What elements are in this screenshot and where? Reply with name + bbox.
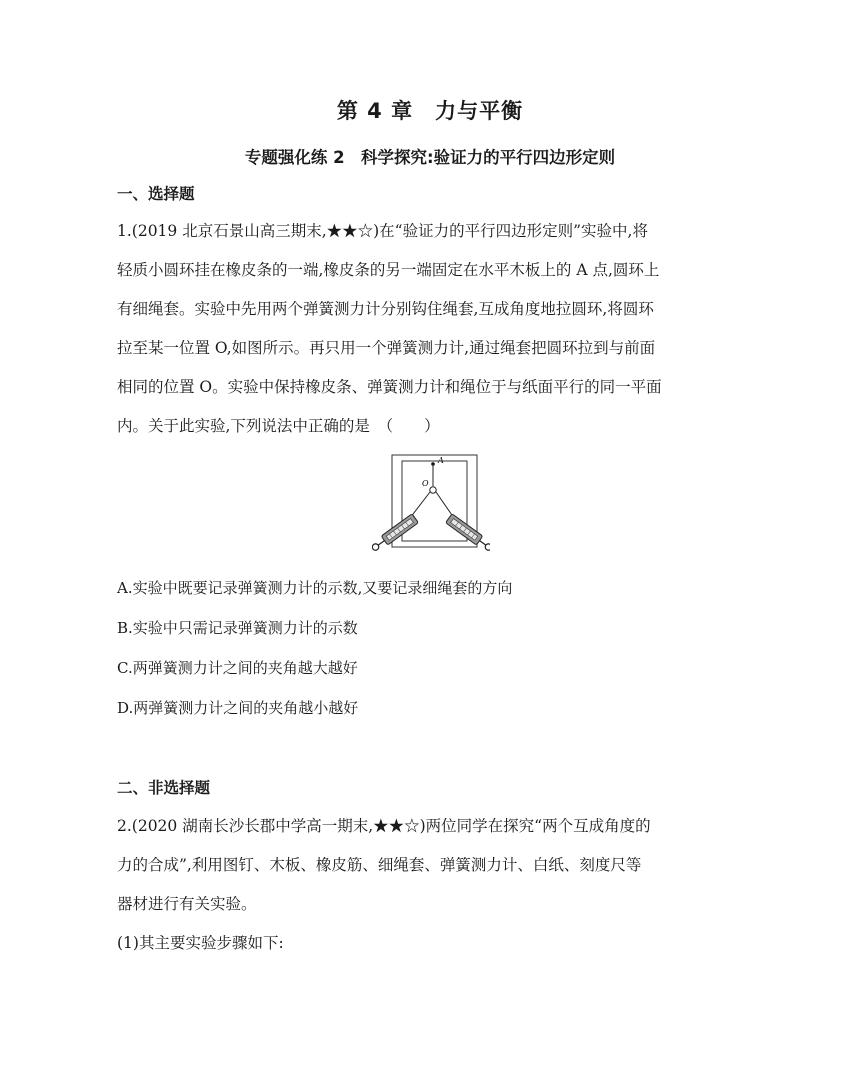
label-o: O [422,479,429,488]
question-1-line: 1.(2019 北京石景山高三期末,★★☆)在“验证力的平行四边形定则”实验中,将 [117,222,648,240]
option-d: D.两弹簧测力计之间的夹角越小越好 [117,699,359,717]
chapter-title: 第 4 章 力与平衡 [336,99,524,123]
question-2-step-heading: (1)其主要实验步骤如下: [117,934,284,952]
question-1-line: 轻质小圆环挂在橡皮条的一端,橡皮条的另一端固定在水平木板上的 A 点,圆环上 [117,261,660,279]
question-2-line: 力的合成”,利用图钉、木板、橡皮筋、细绳套、弹簧测力计、白纸、刻度尺等 [117,856,642,874]
question-1-line: 内。关于此实验,下列说法中正确的是 （ ） [117,417,440,435]
string-right [436,492,454,518]
question-1-line: 拉至某一位置 O,如图所示。再只用一个弹簧测力计,通过绳套把圆环拉到与前面 [117,339,656,357]
label-a: A [438,456,444,465]
question-1-line: 相同的位置 O。实验中保持橡皮条、弹簧测力计和绳位于与纸面平行的同一平面 [117,378,662,396]
option-a: A.实验中既要记录弹簧测力计的示数,又要记录细绳套的方向 [117,579,513,597]
string-left [410,492,430,518]
question-2-line: 器材进行有关实验。 [117,895,257,913]
option-c: C.两弹簧测力计之间的夹角越大越好 [117,659,358,677]
ring-o [430,487,436,493]
question-2-line: 2.(2020 湖南长沙长郡中学高一期末,★★☆)两位同学在探究“两个互成角度的 [117,817,651,835]
section-heading-choice: 一、选择题 [117,185,195,203]
section-heading-non-choice: 二、非选择题 [117,779,211,797]
question-1-line: 有细绳套。实验中先用两个弹簧测力计分别钩住绳套,互成角度地拉圆环,将圆环 [117,300,654,318]
option-b: B.实验中只需记录弹簧测力计的示数 [117,619,358,637]
experiment-figure [372,450,490,562]
section-subtitle: 专题强化练 2 科学探究:验证力的平行四边形定则 [244,148,616,167]
